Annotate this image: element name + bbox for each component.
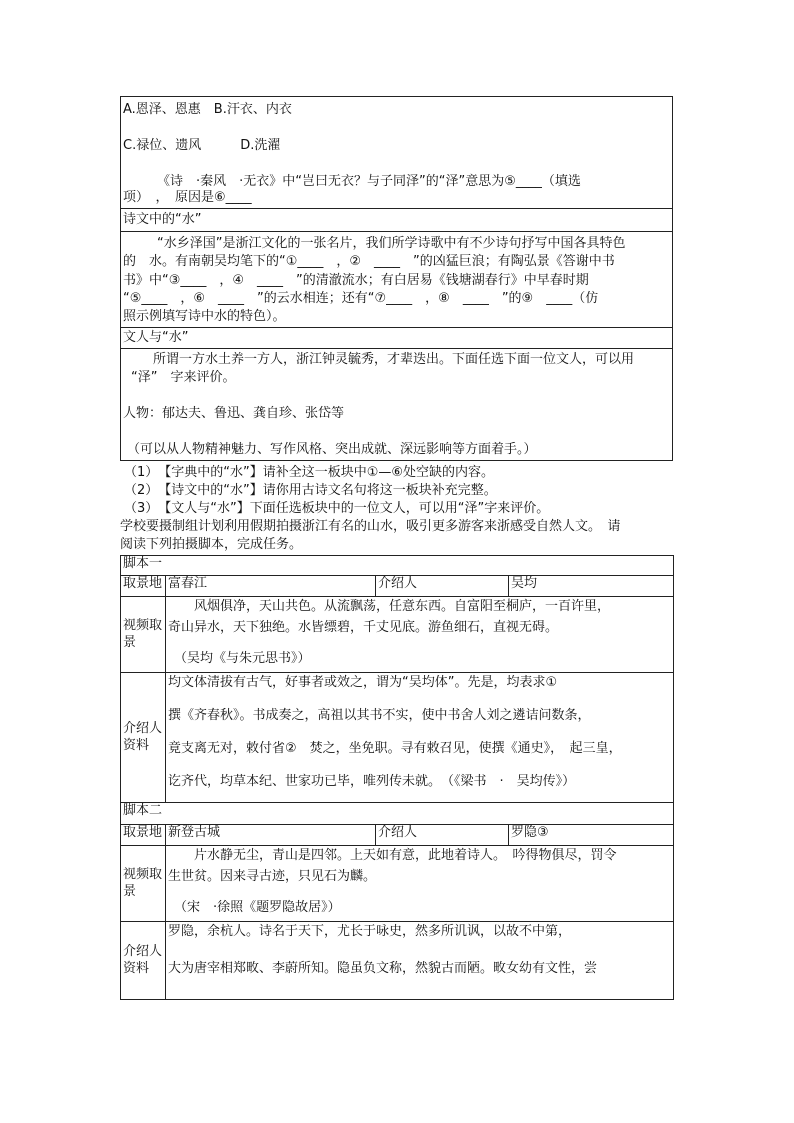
divider <box>121 348 672 349</box>
script1-bio-cell <box>166 673 674 803</box>
section-heading-scholars: 文人与“水” <box>123 330 189 345</box>
script2-introducer: 罗隐③ <box>509 825 674 846</box>
divider <box>121 208 672 209</box>
script2-video-label: 视频取景 <box>121 846 166 922</box>
script1-location: 富春江 <box>166 576 376 597</box>
script2-location-label: 取景地 <box>121 825 166 846</box>
task-3: （3） 【文人与“水”】下面任选板块中的一位文人，可以用“泽”字来评价。 <box>124 501 550 516</box>
script1-video-line-2: 奇山异水，天下独绝。水皆缥碧，千丈见底。游鱼细石，直视无碍。 <box>168 619 559 635</box>
script1-bio-line-4: 讫齐代，均草本纪、世家功已毕，唯列传未就。 （《梁书 · 吴均传》） <box>168 773 576 789</box>
intro-line-1: 学校要摄制组计划利用假期拍摄浙江有名的山水，吸引更多游客来浙感受自然人文。 请 <box>120 519 621 534</box>
question-line-1: 《诗 ·秦风 ·无衣》中“岂曰无衣？与子同泽”的“泽”意思为⑤____（填选 <box>157 174 581 189</box>
script2-video-cell <box>166 846 674 922</box>
script1-introducer-label: 介绍人 <box>376 576 509 597</box>
scholars-line-1: 所谓一方水土养一方人，浙江钟灵毓秀，才辈迭出。下面任选下面一位文人，可以用 <box>153 352 635 367</box>
script2-video-line-1: 片水静无尘，青山是四邻。上天如有意，此地着诗人。 吟得物俱尽，罚令 <box>194 848 617 863</box>
script2-title: 脚本二 <box>121 803 674 825</box>
script1-video-line-1: 风烟俱净，天山共色。从流飘荡，任意东西。自富阳至桐庐，一百许里， <box>194 599 611 614</box>
script2-location: 新登古城 <box>166 825 376 846</box>
script1-title: 脚本一 <box>121 556 674 576</box>
hint-text: （可以从人物精神魅力、写作风格、突出成就、深远影响等方面着手。） <box>127 442 537 457</box>
script1-video-label: 视频取景 <box>121 597 166 673</box>
script1-video-cell <box>166 597 674 673</box>
script-table <box>120 555 674 1000</box>
question-line-2: 项） ， 原因是⑥____ <box>123 190 252 205</box>
task-2: （2） 【诗文中的“水”】请你用古诗文名句将这一板块补充完整。 <box>124 483 497 498</box>
poetry-line-5: 照示例填写诗中水的特色）。 <box>123 309 286 324</box>
script1-introducer: 吴均 <box>509 576 674 597</box>
script1-bio-line-2: 撰《齐春秋》。书成奏之，高祖以其书不实，使中书舍人刘之遴诘问数条， <box>168 707 591 723</box>
intro-line-2: 阅读下列拍摄脚本，完成任务。 <box>120 537 303 552</box>
task-1: （1） 【字典中的“水”】请补全这一板块中①—⑥处空缺的内容。 <box>124 465 495 480</box>
divider <box>121 231 672 232</box>
poetry-line-3: 书》中“③____ ，④ ____ ”的清澈流水；有白居易《钱塘湖春行》中早春时期 <box>123 273 589 288</box>
section-heading-water: 诗文中的“水” <box>123 212 202 227</box>
poetry-line-2: 的 水。有南朝吴均笔下的“①____ ，② ____ ”的凶猛巨浪；有陶弘景《答谢中书 <box>123 254 615 269</box>
poetry-line-4: “⑤____ ，⑥ ____ ”的云水相连；还有“⑦____ ，⑧ ____ ”的⑨ ____（仿 <box>123 291 599 306</box>
script2-bio-line-1: 罗隐，余杭人。诗名于天下，尤长于咏史，然多所讥讽，以故不中第， <box>168 924 572 939</box>
question-box <box>120 96 673 461</box>
script1-bio-line-1: 均文体清拔有古气，好事者或效之，谓为“吴均体”。先是，均表求① <box>168 675 558 690</box>
divider <box>121 327 672 328</box>
script1-video-source: （吴均《与朱元思书》） <box>174 650 311 666</box>
script2-introducer-label: 介绍人 <box>376 825 509 846</box>
script2-video-line-2: 生世贫。因来寻古迹，只见石为麟。 <box>168 868 377 884</box>
script1-bio-line-3: 竟支离无对，敕付省② 焚之，坐免职。寻有敕召见，使撰《通史》， 起三皇， <box>168 740 622 756</box>
scholars-line-2: “泽” 字来评价。 <box>131 370 236 385</box>
option-cd: C.禄位、遗风 D.洗濯 <box>123 138 281 153</box>
script2-bio-line-2: 大为唐宰相郑畋、李蔚所知。隐虽负文称，然貌古而陋。畋女幼有文性，尝 <box>168 960 598 976</box>
script2-bio-cell <box>166 922 674 1000</box>
script1-location-label: 取景地 <box>121 576 166 597</box>
poetry-line-1: “水乡泽国”是浙江文化的一张名片，我们所学诗歌中有不少诗句抒写中国各具特色 <box>157 236 626 251</box>
script2-bio-label: 介绍人资料 <box>121 922 166 1000</box>
script2-video-source: （宋 ·徐照《题罗隐故居》） <box>174 899 341 915</box>
script1-bio-label: 介绍人资料 <box>121 673 166 803</box>
option-ab: A.恩泽、恩惠 B.汗衣、内衣 <box>123 102 292 117</box>
people-list: 人物：郁达夫、鲁迅、龚自珍、张岱等 <box>123 406 345 421</box>
